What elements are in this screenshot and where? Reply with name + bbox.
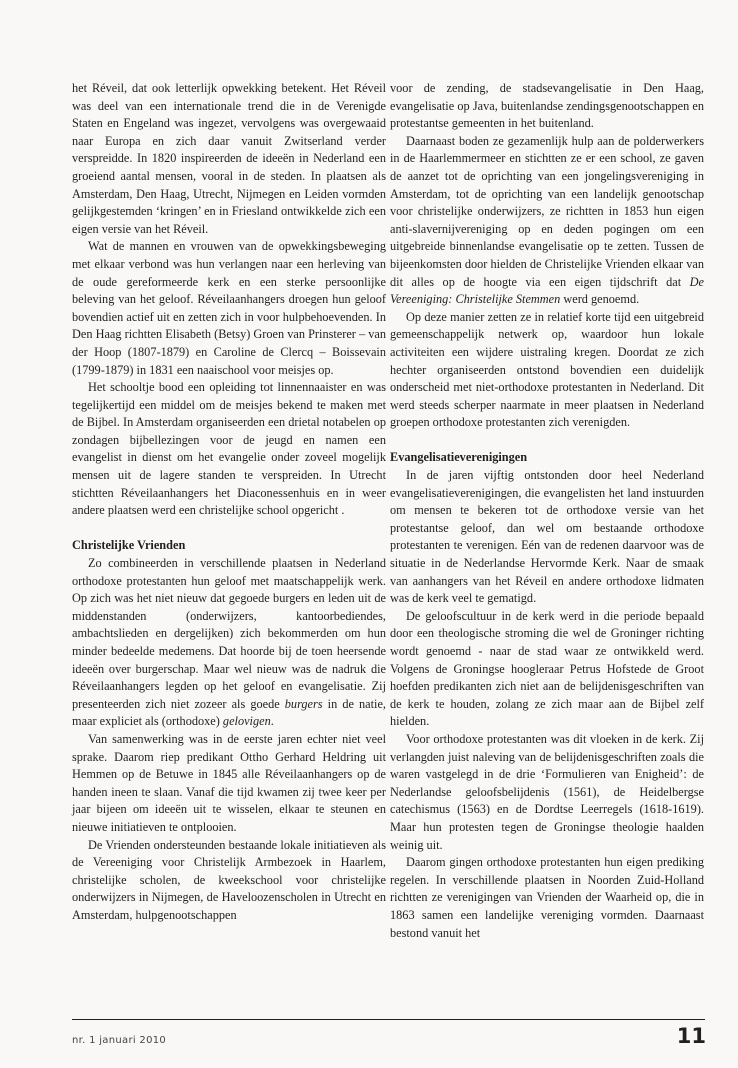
section-heading: Christelijke Vrienden [72,538,186,553]
paragraph: het Réveil, dat ook letterlijk opwekking betekent. Het Réveil was deel van een internationale trend die in de Verenigde Staten en Engeland was ingezet, vervolgens was overgewaaid naar Europa en zich daar vanuit Zwitserland verder verspreidde. In 1820 inspireerden de ideeën in Nederland een groeiend aantal mensen, vooral in de steden. In plaatsen als Amsterdam, Den Haag, Utrecht, Nijmegen en Leiden vormden gelijkgestemden ‘kringen’ en in Friesland ontwikkelde zich een eigen versie van het Réveil. [72,81,386,236]
footer-divider [72,1019,705,1020]
page-number: 11 [676,1024,706,1048]
paragraph: Van samenwerking was in de eerste jaren echter niet veel sprake. Daarom riep predikant Ottho Gerhard Heldring uit Hemmen op de Betuwe in 1845 alle Réveilaanhangers op de handen ineen te slaan. Vanaf die tijd kwamen zij twee keer per jaar bijeen om ideeën uit te wisselen, elkaar te steunen en nieuwe initiatieven te ontplooien. [72,731,386,834]
emphasis: burgers [284,696,323,711]
text-run: werd genoemd. [560,292,640,307]
paragraph: voor de zending, de stadsevangelisatie in Den Haag, evangelisatie op Java, buitenlandse zendingsgenootschappen en protestantse gemeenten in het buitenland. [390,81,704,131]
emphasis: De Vereeniging: Christelijke Stemmen [390,274,704,307]
right-column [390,80,704,942]
paragraph [72,555,386,731]
text-run: in de natie, maar expliciet als (orthodoxe) [72,696,386,729]
paragraph: Op deze manier zetten ze in relatief korte tijd een uitgebreid gemeenschappelijk netwerk op, waardoor hun lokale activiteiten een wijdere uistraling kregen. Doordat ze zich hechter organiseerden ontstond bovendien een duidelijk onderscheid met niet-orthodoxe protestanten in Nederland. Dit werd steeds scherper naarmate in meer plaatsen in Nederland groepen orthodoxe protestanten zich verenigden. [390,309,704,430]
section-heading: Evangelisatieverenigingen [390,450,528,465]
emphasis: gelovigen [222,714,271,729]
paragraph: Het schooltje bood een opleiding tot linnennaaister en was tegelijkertijd een middel om de meisjes bekend te maken met de Bijbel. In Amsterdam organiseerden een drietal notabelen op zondagen bijbellezingen voor de jeugd en namen een evangelist in dienst om het evangelie onder zoveel mogelijk mensen uit de lagere standen te verspreiden. In Utrecht stichtten Réveilaanhangers het Diaconessenhuis en in weer andere plaatsen werd een christelijke school opgericht . [72,380,386,518]
paragraph: Daarom gingen orthodoxe protestanten hun eigen prediking regelen. In verschillende plaatsen in Noorden Zuid-Holland richtten ze verenigingen van Vrienden der Waarheid op, die in 1863 samen een landelijke vereniging vormden. Daarnaast bestond vanuit het [390,855,704,940]
left-column [72,80,386,925]
text-run: Daarnaast boden ze gezamenlijk hulp aan de polderwerkers in de Haarlemmermeer en stichtten ze er een school, ze gaven de aanzet tot de oprichting van een jongelingsvereniging in Amsterdam, tot de oprichting van een landelijk genootschap voor christelijke onderwijzers, ze richtten in 1853 hun eigen anti-slavernijvereniging op en deden pogingen om een uitgebreide binnenlandse evangelisatie op te zetten. Tussen de bijeenkomsten door hielden de Christelijke Vrienden elkaar van dit alles op de hoogte via een eigen tijdschrift dat [390,133,704,289]
text-run: . [270,714,274,729]
paragraph: De geloofscultuur in de kerk werd in die periode bepaald door een theologische stroming die wel de Groninger richting wordt genoemd - naar de stad waar ze ontwikkeld werd. Volgens de Groningse hoogleraar Petrus Hofstede de Groot hoefden predikanten zich niet aan de belijdenisgeschriften van de kerk te houden, zolang ze zich maar aan de Bijbel zelf hielden. [390,608,704,729]
paragraph: Voor orthodoxe protestanten was dit vloeken in de kerk. Zij verlangden juist naleving van de belijdenisgeschriften zoals die waren vastgelegd in de drie ‘Formulieren van Enigheid’: de Nederlandse geloofsbelijdenis (1561), de Heidelbergse catechismus (1563) en de Dordtse Leerregels (1618-1619). Maar hun protesten tegen de Groningse theologie haalden weinig uit. [390,731,704,852]
text-run: Zo combineerden in verschillende plaatsen in Nederland orthodoxe protestanten hun geloof met maatschappelijk werk. Op zich was het niet nieuw dat gegoede burgers en leden uit de middenstanden (onderwijzers, kantoorbediendes, ambachtslieden en dergelijken) zich bekommerden om hun minder bedeelde medemens. Dat hoorde bij de toen heersende ideeën over burgerschap. Maar wel nieuw was de nadruk die Réveilaanhangers legden op het geloof en evangelisatie. Zij presenteerden zich niet zozeer als goede [72,556,386,711]
paragraph: De Vrienden ondersteunden bestaande lokale initiatieven als de Vereeniging voor Christelijk Armbezoek in Haarlem, christelijke scholen, de kweekschool voor christelijke onderwijzers in Nijmegen, de Haveloozenscholen in Utrecht en Amsterdam, hulpgenootschappen [72,837,386,922]
paragraph [390,133,704,309]
issue-label: nr. 1 januari 2010 [72,1035,167,1046]
paragraph: In de jaren vijftig ontstonden door heel Nederland evangelisatieverenigingen, die evangelisten het land instuurden om mensen te bekeren tot de orthodoxe versie van het protestantse geloof, dan wel om bestaande orthodoxe protestanten te verenigen. Eén van de redenen daarvoor was de situatie in de Nederlandse Hervormde Kerk. Naar de smaak van aanhangers van het Réveil en andere orthodoxe lidmaten was de kerk veel te gematigd. [390,468,704,606]
paragraph: Wat de mannen en vrouwen van de opwekkingsbeweging met elkaar verbond was hun verlangen naar een herleving van de oude gereformeerde kerk en een sterke persoonlijke beleving van het geloof. Réveilaanhangers droegen hun geloof bovendien actief uit en zetten zich in voor hulpbehoevenden. In Den Haag richtten Elisabeth (Betsy) Groen van Prinsterer – van der Hoop (1807-1879) en Caroline de Clercq – Boissevain (1799-1879) in 1831 een naaischool voor meisjes op. [72,239,386,377]
